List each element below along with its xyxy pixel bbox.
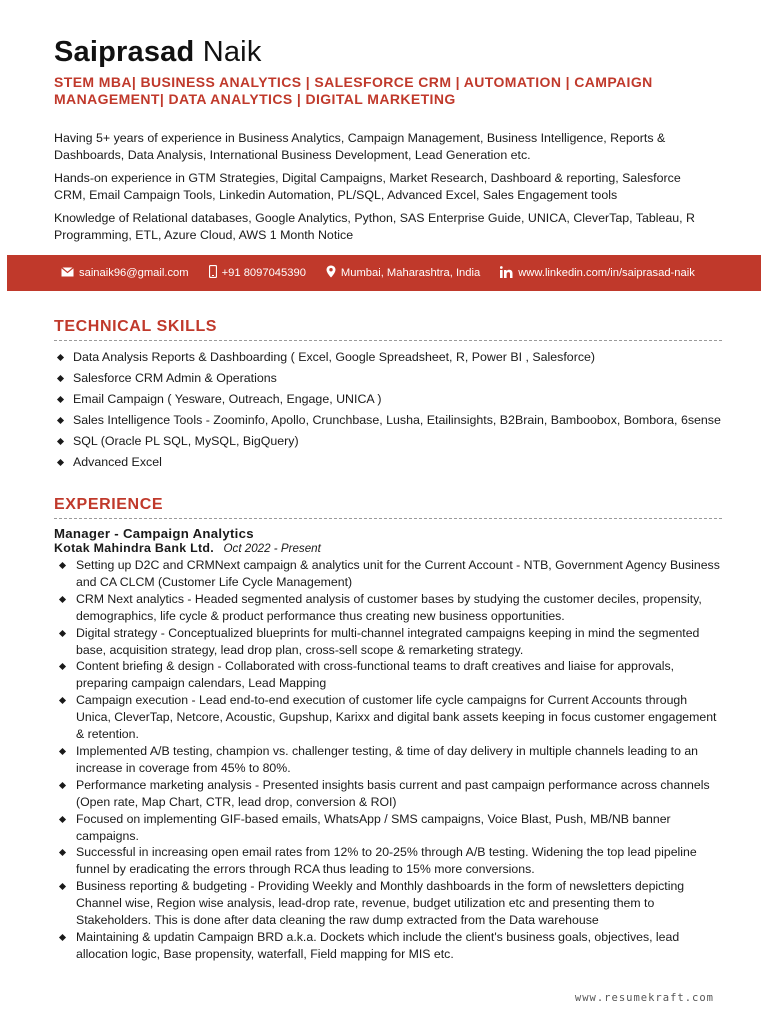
experience-bullets: [54, 557, 722, 963]
skill-text: Advanced Excel: [73, 455, 162, 469]
bullet-text: Focused on implementing GIF-based emails, WhatsApp / SMS campaigns, Voice Blast, Push, MB/NB banner campaigns.: [76, 811, 671, 843]
bullet-text: Business reporting & budgeting - Providing Weekly and Monthly dashboards in the form of newsletters depicting Channel wise, Region wise analysis, lead-drop rate, revenue, budget utilization etc and presenting them to Stakeholders. This is done after data cleaning the raw dump extracted from the Data warehouse: [76, 879, 685, 928]
job-dates: Oct 2022 - Present: [223, 542, 321, 555]
section-title: EXPERIENCE: [54, 496, 722, 519]
skill-text: Data Analysis Reports & Dashboarding ( Excel, Google Spreadsheet, R, Power BI , Salesforce): [73, 350, 596, 364]
bullet-text: Maintaining & updatin Campaign BRD a.k.a. Dockets which include the client's business goals, objectives, lead allocation logic, Base propensity, waterfall, Field mapping for MIS etc.: [76, 929, 680, 961]
list-item: [54, 410, 722, 431]
contact-linkedin[interactable]: [500, 266, 695, 281]
list-item: [54, 658, 722, 692]
diamond-bullet-icon: [59, 562, 66, 569]
phone-icon: [209, 265, 222, 281]
diamond-bullet-icon: [57, 438, 64, 445]
list-item: [54, 591, 722, 625]
list-item: [54, 811, 722, 845]
bullet-text: Content briefing & design - Collaborated with cross-functional teams to draft creatives and liaise for approvals, preparing campaign calendars, Lead Mapping: [76, 659, 675, 691]
list-item: [54, 557, 722, 591]
contact-location: [326, 265, 480, 281]
skill-text: SQL (Oracle PL SQL, MySQL, BigQuery): [73, 434, 299, 448]
footer-website[interactable]: www.resumekraft.com: [574, 992, 714, 1004]
summary-paragraph: Having 5+ years of experience in Business Analytics, Campaign Management, Business Intelligence, Reports & Dashboards, Data Analysis, International Business Development, Lead Generation etc.: [54, 131, 666, 162]
company-name: Kotak Mahindra Bank Ltd.: [54, 541, 215, 555]
list-item: [54, 692, 722, 743]
contact-email[interactable]: [61, 267, 189, 280]
list-item: [54, 625, 722, 659]
bullet-text: CRM Next analytics - Headed segmented analysis of customer bases by studying the customer deciles, propensity, demographics, life cycle & product performance thus creating new business opportunities.: [76, 591, 702, 623]
list-item: [54, 929, 722, 963]
resume-header: [0, 0, 768, 244]
bullet-text: Digital strategy - Conceptualized blueprints for multi-channel integrated campaigns keeping in mind the segmented base, acquisition strategy, lead drop plan, cross-sell scope & remarketing strategy.: [76, 625, 700, 657]
summary-paragraph: Hands-on experience in GTM Strategies, Digital Campaigns, Market Research, Dashboard & reporting, Salesforce CRM, Email Campaign Tools, Linkedin Automation, PL/SQL, Advanced Excel, Sales Engagement tools: [54, 171, 681, 202]
diamond-bullet-icon: [59, 849, 66, 856]
diamond-bullet-icon: [59, 748, 66, 755]
diamond-bullet-icon: [59, 663, 66, 670]
bullet-text: Implemented A/B testing, champion vs. challenger testing, & time of day delivery in multiple channels leading to an increase in coverage from 45% to 80%.: [76, 743, 699, 775]
diamond-bullet-icon: [59, 782, 66, 789]
diamond-bullet-icon: [59, 697, 66, 704]
job-title: Manager - Campaign Analytics: [54, 526, 254, 541]
bullet-text: Setting up D2C and CRMNext campaign & analytics unit for the Current Account - NTB, Government Agency Business and CA CLCM (Customer Life Cycle Management): [76, 558, 720, 589]
experience-section: [54, 496, 722, 963]
diamond-bullet-icon: [59, 934, 66, 941]
diamond-bullet-icon: [59, 630, 66, 637]
mail-icon: [61, 267, 79, 280]
linkedin-icon: [500, 266, 518, 281]
bullet-text: Successful in increasing open email rates from 12% to 20-25% through A/B testing. Widening the top lead pipeline funnel by eradicating the errors through RCA thus leading to 15% more conversions.: [76, 845, 697, 877]
diamond-bullet-icon: [57, 354, 64, 361]
contact-phone[interactable]: [209, 265, 306, 281]
phone-text[interactable]: +91 8097045390: [221, 267, 306, 279]
list-item: [54, 844, 722, 878]
list-item: [54, 368, 722, 389]
skills-section: [54, 318, 722, 473]
diamond-bullet-icon: [57, 375, 64, 382]
bullet-text: Performance marketing analysis - Presented insights basis current and past campaign performance across channels (Open rate, Map Chart, CTR, lead drop, conversion & ROI): [76, 777, 710, 809]
list-item: [54, 389, 722, 410]
contact-bar: [7, 255, 761, 291]
company-line: [54, 541, 722, 556]
skill-text: Email Campaign ( Yesware, Outreach, Engage, UNICA ): [73, 392, 382, 406]
location-pin-icon: [326, 265, 341, 281]
diamond-bullet-icon: [57, 396, 64, 403]
diamond-bullet-icon: [59, 816, 66, 823]
location-text: Mumbai, Maharashtra, India: [340, 267, 481, 279]
list-item: [54, 777, 722, 811]
skill-text: Sales Intelligence Tools - Zoominfo, Apollo, Crunchbase, Lusha, Etailinsights, B2Brain, Bamboobox, Bombora, 6sense: [73, 413, 721, 427]
headline: STEM MBA| BUSINESS ANALYTICS | SALESFORCE CRM | AUTOMATION | CAMPAIGN MANAGEMENT| DATA ANALYTICS | DIGITAL MARKETING: [54, 74, 653, 107]
skill-text: Salesforce CRM Admin & Operations: [73, 371, 277, 385]
list-item: [54, 347, 722, 368]
diamond-bullet-icon: [57, 417, 64, 424]
skills-list: [54, 347, 722, 473]
list-item: [54, 743, 722, 777]
diamond-bullet-icon: [59, 883, 66, 890]
last-name: Naik: [202, 36, 262, 68]
email-text[interactable]: sainaik96@gmail.com: [79, 267, 189, 279]
summary: [54, 130, 704, 244]
diamond-bullet-icon: [59, 596, 66, 603]
bullet-text: Campaign execution - Lead end-to-end execution of customer life cycle campaigns for Current Accounts through Unica, CleverTap, Netcore, Acoustic, Gupshup, Karixx and digital bank assets keeping in focus customer engagement & retention.: [76, 693, 717, 742]
first-name: Saiprasad: [54, 36, 195, 68]
section-title: TECHNICAL SKILLS: [54, 318, 722, 341]
list-item: [54, 878, 722, 929]
list-item: [54, 452, 722, 473]
candidate-name: [54, 36, 714, 68]
summary-paragraph: Knowledge of Relational databases, Google Analytics, Python, SAS Enterprise Guide, UNICA, CleverTap, Tableau, R Programming, ETL, Azure Cloud, AWS 1 Month Notice: [54, 211, 695, 242]
linkedin-text[interactable]: www.linkedin.com/in/saiprasad-naik: [518, 267, 695, 279]
diamond-bullet-icon: [57, 459, 64, 466]
list-item: [54, 431, 722, 452]
